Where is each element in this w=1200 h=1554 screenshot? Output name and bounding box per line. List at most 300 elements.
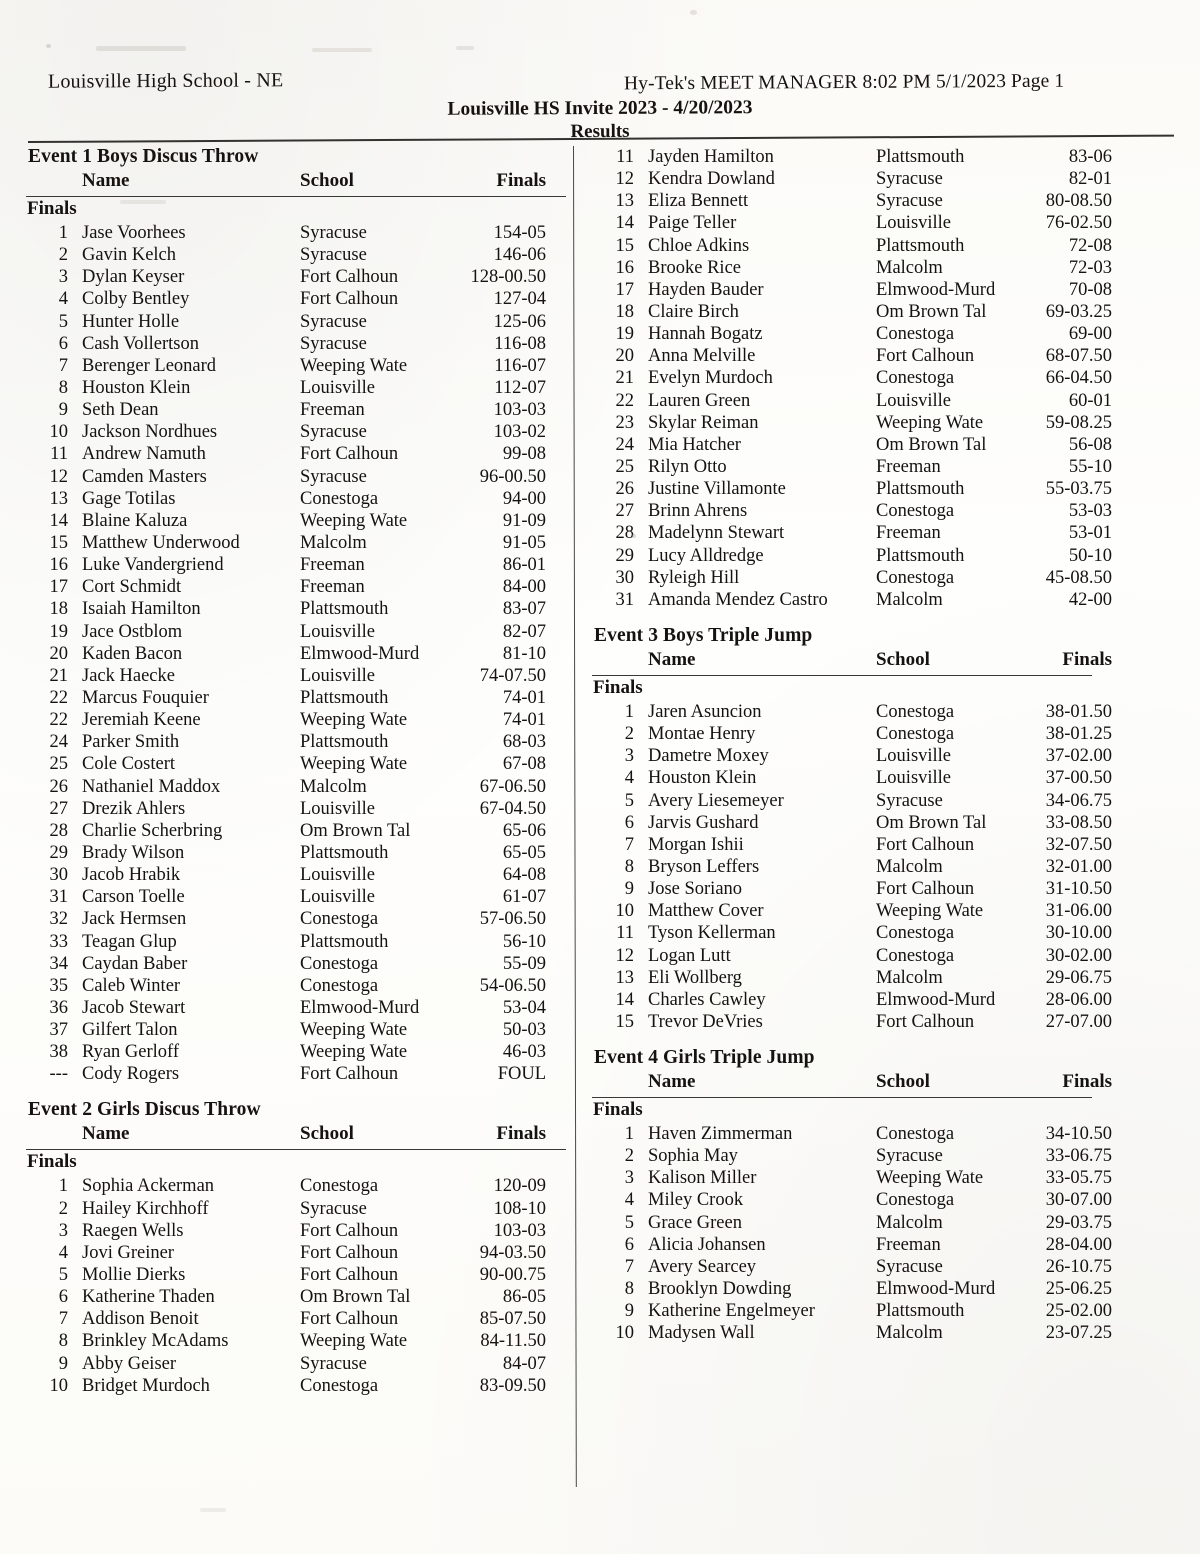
result-school: Freeman xyxy=(300,555,365,576)
column-header-name: Name xyxy=(82,1123,130,1145)
result-school: Elmwood-Murd xyxy=(300,643,420,664)
result-name: Brooklyn Dowding xyxy=(648,1279,792,1300)
result-name: Brady Wilson xyxy=(82,842,185,863)
result-row xyxy=(26,598,566,620)
result-school: Weeping Wate xyxy=(300,355,408,376)
result-place: 28 xyxy=(49,820,68,841)
result-school: Weeping Wate xyxy=(300,754,408,775)
result-finals: 82-07 xyxy=(502,621,546,642)
result-row xyxy=(26,908,566,930)
result-name: Charles Cawley xyxy=(648,989,766,1010)
result-finals: 112-07 xyxy=(494,377,546,398)
event-title: Event 1 Boys Discus Throw xyxy=(28,146,259,167)
result-row xyxy=(592,1278,1112,1300)
table-header xyxy=(592,1071,1112,1097)
result-row xyxy=(592,900,1112,922)
scan-speck xyxy=(120,200,166,204)
result-place: 2 xyxy=(624,724,634,745)
result-row xyxy=(26,1286,566,1308)
result-row xyxy=(26,576,566,598)
result-school: Freeman xyxy=(876,1234,941,1255)
result-school: Conestoga xyxy=(876,501,955,522)
result-place: 8 xyxy=(624,856,634,877)
result-row xyxy=(592,1123,1112,1145)
result-name: Matthew Underwood xyxy=(82,532,240,553)
result-name: Avery Searcey xyxy=(648,1256,757,1277)
result-school: Om Brown Tal xyxy=(876,812,987,833)
left-column xyxy=(26,146,566,1401)
result-row xyxy=(26,820,566,842)
result-row xyxy=(592,257,1112,279)
result-finals: 30-10.00 xyxy=(1045,923,1112,944)
result-row xyxy=(592,767,1112,789)
result-finals: 50-03 xyxy=(502,1020,546,1041)
result-place: 29 xyxy=(49,842,68,863)
result-place: 24 xyxy=(615,434,634,455)
result-finals: 56-08 xyxy=(1068,434,1112,455)
result-row xyxy=(26,643,566,665)
scan-speck xyxy=(312,48,372,52)
result-row xyxy=(592,567,1112,589)
result-name: Jase Voorhees xyxy=(82,223,186,243)
result-name: Lucy Alldredge xyxy=(648,545,764,566)
result-school: Syracuse xyxy=(300,223,367,243)
result-school: Elmwood-Murd xyxy=(876,279,996,300)
result-place: 15 xyxy=(49,532,68,553)
result-place: 11 xyxy=(616,147,634,167)
result-place: 14 xyxy=(49,510,68,531)
result-place: 15 xyxy=(615,235,634,256)
result-finals: 37-02.00 xyxy=(1045,746,1112,767)
result-name: Hayden Bauder xyxy=(648,279,764,300)
result-school: Fort Calhoun xyxy=(300,1242,399,1263)
result-place: 8 xyxy=(58,377,68,398)
result-row xyxy=(592,723,1112,745)
result-place: 10 xyxy=(49,422,68,443)
result-finals: 54-06.50 xyxy=(479,975,546,996)
result-finals: 64-08 xyxy=(502,865,546,886)
result-place: 16 xyxy=(615,257,634,278)
result-row xyxy=(26,687,566,709)
result-name: Gilfert Talon xyxy=(82,1020,178,1041)
result-place: 1 xyxy=(58,1176,68,1197)
result-place: 9 xyxy=(624,1301,634,1322)
result-row xyxy=(592,1011,1112,1033)
result-finals: 67-04.50 xyxy=(479,798,546,819)
result-school: Fort Calhoun xyxy=(300,1309,399,1330)
result-place: 25 xyxy=(615,456,634,477)
result-row xyxy=(592,701,1112,723)
result-row xyxy=(26,421,566,443)
result-finals: 33-05.75 xyxy=(1045,1168,1112,1189)
result-place: 20 xyxy=(49,643,68,664)
result-name: Cole Costert xyxy=(82,754,176,775)
result-place: 10 xyxy=(615,1323,634,1344)
result-finals: 34-06.75 xyxy=(1045,790,1112,811)
result-place: 23 xyxy=(615,412,634,433)
result-finals: FOUL xyxy=(497,1064,546,1085)
result-row xyxy=(26,886,566,908)
result-school: Weeping Wate xyxy=(300,710,408,731)
result-row xyxy=(26,842,566,864)
result-place: 21 xyxy=(615,368,634,389)
header-meet-title: Louisville HS Invite 2023 - 4/20/2023 xyxy=(447,97,753,120)
result-rows xyxy=(592,1123,1112,1344)
result-name: Logan Lutt xyxy=(648,945,731,966)
table-header xyxy=(26,1123,566,1149)
result-place: 3 xyxy=(624,746,634,767)
result-row xyxy=(592,434,1112,456)
result-row xyxy=(592,1322,1112,1344)
table-header xyxy=(26,170,566,196)
result-row xyxy=(26,1041,566,1063)
result-name: Tyson Kellerman xyxy=(648,923,776,944)
result-finals: 28-04.00 xyxy=(1045,1234,1112,1255)
result-row xyxy=(592,1212,1112,1234)
result-rows xyxy=(26,1175,566,1396)
result-name: Eliza Bennett xyxy=(648,191,749,212)
result-row xyxy=(26,665,566,687)
result-name: Madelynn Stewart xyxy=(648,523,785,544)
result-place: 6 xyxy=(624,1234,634,1255)
table-header xyxy=(592,648,1112,675)
result-place: 5 xyxy=(58,1265,68,1286)
result-finals: 38-01.25 xyxy=(1045,724,1112,745)
result-place: 31 xyxy=(49,887,68,908)
result-school: Fort Calhoun xyxy=(300,289,399,310)
event-title: Event 2 Girls Discus Throw xyxy=(28,1099,261,1121)
result-row xyxy=(26,1019,566,1041)
result-name: Carson Toelle xyxy=(82,887,185,908)
result-row xyxy=(26,355,566,377)
result-finals: 31-10.50 xyxy=(1045,879,1112,900)
result-school: Freeman xyxy=(876,456,941,477)
result-row xyxy=(26,488,566,510)
result-row xyxy=(592,967,1112,989)
result-school: Conestoga xyxy=(876,701,955,722)
result-name: Dametre Moxey xyxy=(648,746,769,767)
scan-speck xyxy=(46,44,51,48)
result-name: Colby Bentley xyxy=(82,289,190,310)
result-finals: 90-00.75 xyxy=(479,1265,546,1286)
result-place: 22 xyxy=(615,390,634,411)
result-finals: 45-08.50 xyxy=(1045,567,1112,588)
result-row xyxy=(26,222,566,244)
result-name: Grace Green xyxy=(648,1212,742,1233)
result-finals: 67-08 xyxy=(502,754,546,775)
result-school: Malcolm xyxy=(876,1323,943,1344)
result-finals: 146-06 xyxy=(493,245,546,266)
result-place: 4 xyxy=(58,1242,68,1263)
result-name: Caleb Winter xyxy=(82,975,181,996)
result-row xyxy=(592,190,1112,212)
result-row xyxy=(592,856,1112,878)
result-place: 12 xyxy=(49,466,68,487)
result-row xyxy=(26,953,566,975)
result-place: 13 xyxy=(615,967,634,988)
result-name: Cody Rogers xyxy=(82,1064,180,1085)
result-finals: 84-07 xyxy=(502,1353,546,1374)
result-finals: 50-10 xyxy=(1068,545,1112,566)
result-row xyxy=(26,532,566,554)
result-school: Elmwood-Murd xyxy=(876,989,996,1010)
result-finals: 59-08.25 xyxy=(1045,412,1112,433)
result-place: 37 xyxy=(49,1020,68,1041)
result-school: Plattsmouth xyxy=(300,842,389,863)
result-school: Freeman xyxy=(300,400,365,421)
table-header-rule xyxy=(592,1097,1092,1098)
result-place: 6 xyxy=(58,333,68,354)
result-school: Syracuse xyxy=(300,1353,367,1374)
result-school: Fort Calhoun xyxy=(300,267,399,288)
result-name: Jose Soriano xyxy=(648,879,743,900)
result-place: 26 xyxy=(49,776,68,797)
result-place: 9 xyxy=(58,1353,68,1374)
result-finals: 84-11.50 xyxy=(480,1331,546,1352)
result-name: Jackson Nordhues xyxy=(82,422,218,443)
result-name: Marcus Fouquier xyxy=(82,687,209,708)
result-name: Eli Wollberg xyxy=(648,967,742,988)
result-rows xyxy=(592,701,1112,1033)
result-name: Hunter Holle xyxy=(82,311,180,332)
result-row xyxy=(592,478,1112,500)
result-place: 36 xyxy=(49,997,68,1018)
result-place: 9 xyxy=(624,879,634,900)
scan-speck xyxy=(200,1508,226,1512)
result-finals: 94-03.50 xyxy=(479,1242,546,1263)
result-row xyxy=(26,1220,566,1242)
result-finals: 120-09 xyxy=(493,1176,546,1197)
result-name: Morgan Ishii xyxy=(648,834,744,855)
result-finals: 56-10 xyxy=(502,931,546,952)
result-row xyxy=(592,212,1112,234)
result-place: 5 xyxy=(624,1212,634,1233)
result-place: 9 xyxy=(58,400,68,421)
result-name: Jeremiah Keene xyxy=(82,710,201,731)
table-header-rule xyxy=(26,196,566,197)
result-school: Plattsmouth xyxy=(300,732,389,753)
result-name: Claire Birch xyxy=(648,301,739,322)
result-row xyxy=(592,545,1112,567)
result-place: 13 xyxy=(615,191,634,212)
result-row xyxy=(592,168,1112,190)
result-place: 24 xyxy=(49,732,68,753)
result-finals: 99-08 xyxy=(502,444,546,465)
column-header-school: School xyxy=(300,1123,354,1145)
result-place: 33 xyxy=(49,931,68,952)
result-finals: 53-03 xyxy=(1068,501,1112,522)
result-school: Syracuse xyxy=(300,466,367,487)
result-school: Conestoga xyxy=(300,1375,379,1396)
result-name: Katherine Engelmeyer xyxy=(648,1301,815,1322)
result-name: Gavin Kelch xyxy=(82,245,177,266)
result-row xyxy=(26,554,566,576)
column-header-finals: Finals xyxy=(1062,1071,1112,1093)
result-place: 11 xyxy=(50,444,68,465)
result-place: 28 xyxy=(615,523,634,544)
result-school: Fort Calhoun xyxy=(876,1011,975,1032)
result-name: Rilyn Otto xyxy=(648,456,727,477)
result-name: Jace Ostblom xyxy=(82,621,183,642)
result-finals: 68-07.50 xyxy=(1045,346,1112,367)
scan-speck xyxy=(632,534,636,538)
result-row xyxy=(592,412,1112,434)
result-school: Fort Calhoun xyxy=(300,1220,399,1241)
result-name: Matthew Cover xyxy=(648,901,764,922)
result-row xyxy=(26,1375,566,1397)
result-place: 19 xyxy=(615,324,634,345)
result-school: Plattsmouth xyxy=(876,1301,965,1322)
result-place: 14 xyxy=(615,213,634,234)
result-school: Plattsmouth xyxy=(876,147,965,167)
result-finals: 60-01 xyxy=(1068,390,1112,411)
result-school: Fort Calhoun xyxy=(876,346,975,367)
result-school: Plattsmouth xyxy=(300,687,389,708)
column-header-name: Name xyxy=(82,170,130,191)
result-place: 7 xyxy=(58,1309,68,1330)
result-finals: 116-08 xyxy=(494,333,546,354)
result-school: Syracuse xyxy=(876,1256,943,1277)
finals-section-label: Finals xyxy=(593,676,643,698)
result-name: Skylar Reiman xyxy=(648,412,759,433)
result-name: Jacob Hrabik xyxy=(82,865,181,886)
result-school: Louisville xyxy=(876,390,952,411)
result-name: Mollie Dierks xyxy=(82,1265,186,1286)
result-finals: 70-08 xyxy=(1068,279,1112,300)
result-row xyxy=(26,864,566,886)
result-row xyxy=(26,997,566,1019)
result-name: Avery Liesemeyer xyxy=(648,790,784,811)
result-finals: 26-10.75 xyxy=(1045,1256,1112,1277)
result-row xyxy=(26,1353,566,1375)
result-name: Evelyn Murdoch xyxy=(648,368,773,389)
result-school: Malcolm xyxy=(300,532,367,553)
result-name: Jaren Asuncion xyxy=(648,701,762,722)
result-place: 29 xyxy=(615,545,634,566)
result-name: Berenger Leonard xyxy=(82,355,217,376)
result-school: Syracuse xyxy=(876,1146,943,1167)
result-school: Malcolm xyxy=(876,967,943,988)
result-row xyxy=(592,989,1112,1011)
result-finals: 65-05 xyxy=(502,842,546,863)
result-finals: 61-07 xyxy=(502,887,546,908)
result-name: Bryson Leffers xyxy=(648,856,760,877)
result-name: Brooke Rice xyxy=(648,257,741,278)
result-place: 1 xyxy=(58,223,68,243)
result-school: Syracuse xyxy=(300,333,367,354)
result-place: 6 xyxy=(624,812,634,833)
result-school: Syracuse xyxy=(300,311,367,332)
result-school: Malcolm xyxy=(876,856,943,877)
result-school: Malcolm xyxy=(876,1212,943,1233)
result-row xyxy=(592,1167,1112,1189)
result-name: Brinn Ahrens xyxy=(648,501,748,522)
result-school: Conestoga xyxy=(876,923,955,944)
result-name: Kendra Dowland xyxy=(648,169,775,190)
result-row xyxy=(26,1308,566,1330)
result-name: Jacob Stewart xyxy=(82,997,186,1018)
result-row xyxy=(592,301,1112,323)
result-row xyxy=(592,790,1112,812)
result-finals: 127-04 xyxy=(493,289,546,310)
result-name: Brinkley McAdams xyxy=(82,1331,229,1352)
result-row xyxy=(592,922,1112,944)
result-school: Louisville xyxy=(300,377,376,398)
result-school: Syracuse xyxy=(300,1198,367,1219)
result-finals: 66-04.50 xyxy=(1045,368,1112,389)
result-finals: 76-02.50 xyxy=(1045,213,1112,234)
result-name: Cort Schmidt xyxy=(82,577,182,598)
result-finals: 30-07.00 xyxy=(1045,1190,1112,1211)
result-row xyxy=(592,367,1112,389)
result-school: Louisville xyxy=(876,213,952,234)
result-finals: 33-08.50 xyxy=(1045,812,1112,833)
result-school: Conestoga xyxy=(876,1190,955,1211)
result-row xyxy=(26,1175,566,1197)
result-place: 5 xyxy=(624,790,634,811)
result-finals: 27-07.00 xyxy=(1045,1011,1112,1032)
result-school: Plattsmouth xyxy=(876,479,965,500)
scan-speck xyxy=(690,10,697,15)
result-row xyxy=(26,399,566,421)
result-place: 7 xyxy=(624,834,634,855)
result-school: Om Brown Tal xyxy=(876,434,987,455)
result-place: 19 xyxy=(49,621,68,642)
result-school: Conestoga xyxy=(300,1176,379,1197)
result-school: Plattsmouth xyxy=(876,545,965,566)
result-name: Jack Haecke xyxy=(82,665,175,686)
finals-section-label: Finals xyxy=(27,198,77,219)
result-place: 31 xyxy=(615,589,634,610)
result-finals: 53-04 xyxy=(502,997,546,1018)
result-name: Cash Vollertson xyxy=(82,333,200,354)
result-name: Madysen Wall xyxy=(648,1323,755,1344)
result-place: 11 xyxy=(616,923,634,944)
result-name: Bridget Murdoch xyxy=(82,1375,210,1396)
result-row xyxy=(592,345,1112,367)
column-header-school: School xyxy=(876,1071,930,1093)
result-finals: 25-02.00 xyxy=(1045,1301,1112,1322)
result-name: Kaden Bacon xyxy=(82,643,183,664)
finals-section-label: Finals xyxy=(27,1151,77,1173)
result-school: Weeping Wate xyxy=(300,1331,408,1352)
result-name: Ryleigh Hill xyxy=(648,567,740,588)
event-section xyxy=(592,1047,1112,1344)
result-school: Freeman xyxy=(876,523,941,544)
result-name: Isaiah Hamilton xyxy=(82,599,201,620)
result-school: Conestoga xyxy=(876,567,955,588)
result-school: Om Brown Tal xyxy=(300,1287,411,1308)
result-school: Syracuse xyxy=(876,191,943,212)
result-name: Mia Hatcher xyxy=(648,434,741,455)
result-school: Weeping Wate xyxy=(876,412,984,433)
result-name: Kalison Miller xyxy=(648,1168,757,1189)
result-row xyxy=(592,456,1112,478)
result-place: 2 xyxy=(624,1146,634,1167)
result-school: Conestoga xyxy=(300,953,379,974)
result-place: 38 xyxy=(49,1042,68,1063)
result-school: Freeman xyxy=(300,577,365,598)
result-row xyxy=(26,731,566,753)
result-row xyxy=(26,266,566,288)
result-place: 25 xyxy=(49,754,68,775)
finals-section-label: Finals xyxy=(593,1099,643,1121)
result-finals: 29-03.75 xyxy=(1045,1212,1112,1233)
result-school: Fort Calhoun xyxy=(876,879,975,900)
result-row xyxy=(26,288,566,310)
result-school: Syracuse xyxy=(876,790,943,811)
result-row xyxy=(26,443,566,465)
